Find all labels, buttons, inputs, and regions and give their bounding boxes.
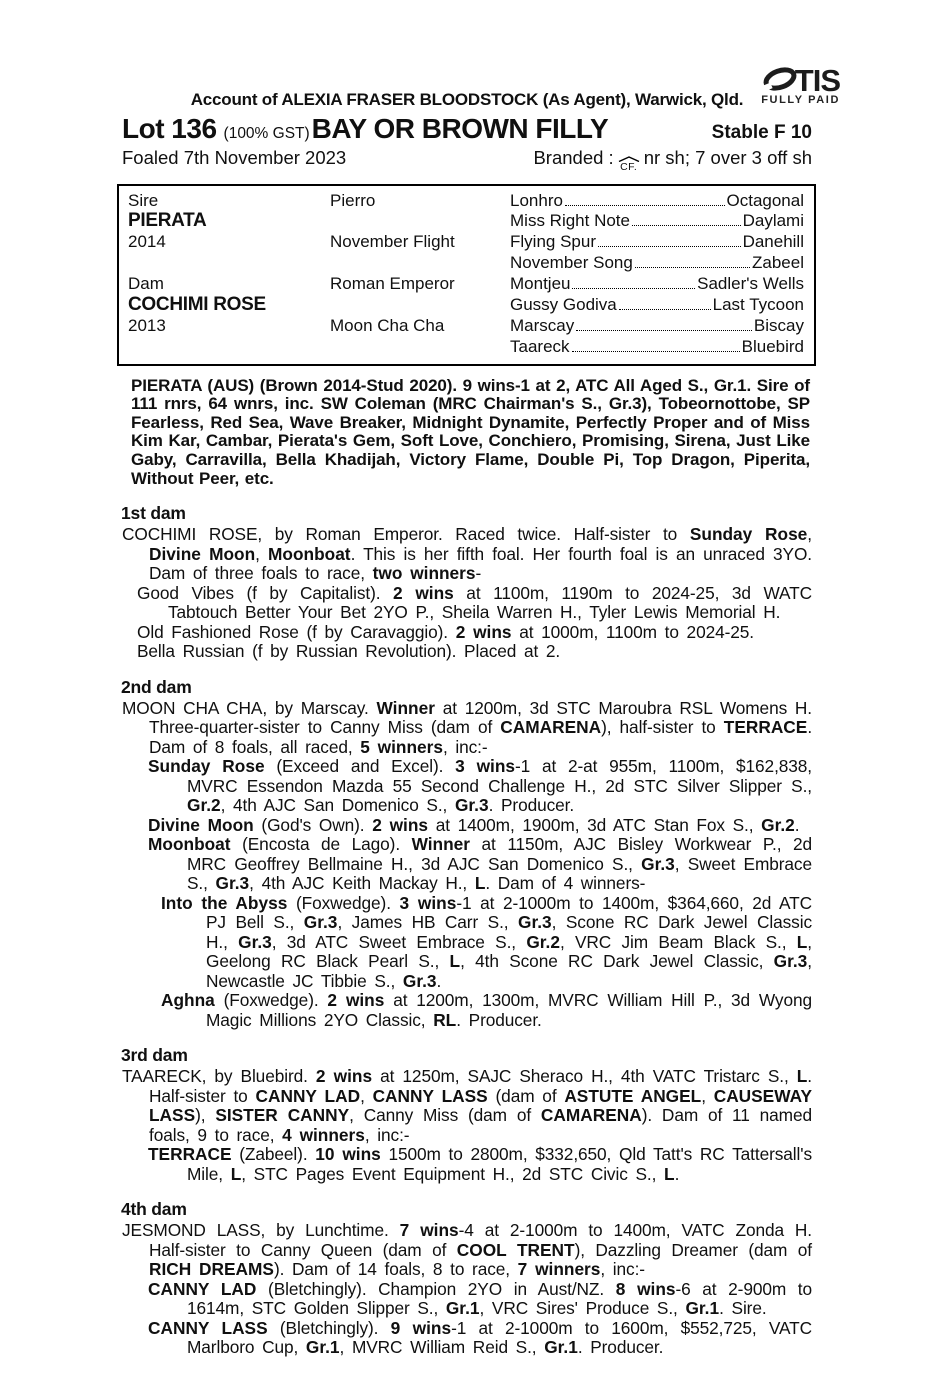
dam-heading: 4th dam [121,1199,187,1220]
dam-profile: TAARECK, by Bluebird. 2 wins at 1250m, SAJC Sheraco H., 4th VATC Tristarc S., L. Half-sister to CANNY LAD, CANNY LASS (dam of ASTUTE ANGEL, CAUSEWAY LASS), SISTER CANNY, Canny Miss (dam of CAMARENA). Dam of 11 named foals, 9 to race, 4 winners, inc:- [122,1066,812,1145]
qtis-logo-top [712,63,840,98]
dot-leader [635,267,750,268]
dam-profile: COCHIMI ROSE, by Roman Emperor. Raced twice. Half-sister to Sunday Rose, Divine Moon, Moonboat. This is her fifth foal. Her fourth foal is an unraced 3YO. Dam of three foals to race, two winners- [122,524,812,584]
dam-label: Dam [128,274,164,294]
sire-year: 2014 [128,232,166,252]
ancestor-name: Flying Spur [510,232,596,252]
dam-profile: MOON CHA CHA, by Marscay. Winner at 1200m, 3d STC Maroubra RSL Womens H. Three-quarter-sister to Canny Miss (dam of CAMARENA), half-sister to TERRACE. Dam of 8 foals, all raced, 5 winners, inc:- [122,697,813,757]
dam-section [122,1045,812,1184]
progeny-entry: CANNY LAD (Bletchingly). Champion 2YO in Aust/NZ. 8 wins-6 at 2-900m to 1614m, STC Golden Slipper S., Gr.1, VRC Sires' Produce S., Gr.1. Sire. [148,1278,812,1319]
branded-prefix: Branded : [533,147,614,168]
ancestor-sire: Zabeel [752,253,804,273]
ancestor-name: November Song [510,253,633,273]
dam-section [122,1199,812,1358]
pedigree-table [117,184,816,366]
dot-leader [598,246,741,247]
dam-of-dam: Moon Cha Cha [330,315,445,335]
sire-summary: PIERATA (AUS) (Brown 2014-Stud 2020). 9 wins-1 at 2, ATC All Aged S., Gr.1. Sire of 111 rnrs, 64 wnrs, inc. SW Coleman (MRC Chairman's S., Gr.3), Tobeornottobe, SP Fearless, Red Sea, Wave Breaker, Midnight Dynamite, Perfectly Proper and of Miss Kim Kar, Cambar, Pierata's Gem, Soft Love, Conchiero, Promising, Sirena, Just Like Gaby, Carravilla, Bella Khadijah, Victory Flame, Double Pi, Top Dragon, Piperita, Without Peer, etc. [131,375,810,488]
ancestor-sire: Biscay [753,315,804,335]
gst-note: (100% GST) [223,125,310,142]
dam-name: COCHIMI ROSE [128,293,266,315]
progeny-entry: Good Vibes (f by Capitalist). 2 wins at 1100m, 1190m to 2024-25, 3d WATC Tabtouch Better Your Bet 2YO P., Sheila Warren H., Tyler Lewis Memorial H. [137,582,813,623]
sire-of-dam: Roman Emperor [330,274,455,294]
horse-description-title: BAY OR BROWN FILLY [311,113,609,144]
dam-heading: 2nd dam [121,676,192,697]
ancestor-name: Miss Right Note [510,211,630,231]
grandparent-row [510,274,804,295]
dot-leader [572,351,740,352]
grandparent-row [510,316,804,337]
brand-letters: CF. [620,161,638,173]
progeny-entry: Aghna (Foxwedge). 2 wins at 1200m, 1300m, MVRC William Hill P., 3d Wyong Magic Millions 2YO Classic, RL. Producer. [161,990,812,1030]
branded-suffix: nr sh; 7 over 3 off sh [643,147,812,168]
progeny-entry: Old Fashioned Rose (f by Caravaggio). 2 wins at 1000m, 1100m to 2024-25. [137,621,754,642]
page-content [122,90,812,1358]
lot-headline [122,113,812,145]
foaled-branded-line [122,147,812,175]
grandparent-row [510,253,804,274]
dam-of-sire: November Flight [330,232,455,252]
progeny-entry: TERRACE (Zabeel). 10 wins 1500m to 2800m, $332,650, Qld Tatt's RC Tattersall's Mile, L, STC Pages Event Equipment H., 2d STC Civic S., L. [148,1144,812,1184]
grandparent-row [510,191,804,212]
dam-sections [122,503,812,1358]
progeny-entry: Sunday Rose (Exceed and Excel). 3 wins-1 at 2-at 955m, 1100m, $162,838, MVRC Essendon Mazda 55 Second Challenge H., 2d STC Silver Slipper S., Gr.2, 4th AJC San Domenico S., Gr.3. Producer. [148,756,812,816]
progeny-entry: Into the Abyss (Foxwedge). 3 wins-1 at 2-1000m to 1400m, $364,660, 2d ATC PJ Bell S., Gr.3, James HB Carr S., Gr.3, Scone RC Dark Jewel Classic H., Gr.3, 3d ATC Sweet Embrace S., Gr.2, VRC Jim Beam Black S., L, Geelong RC Black Pearl S., L, 4th Scone RC Dark Jewel Classic, Gr.3, Newcastle JC Tibbie S., Gr.3. [161,892,812,991]
progeny-entry: CANNY LASS (Bletchingly). 9 wins-1 at 2-1000m to 1600m, $552,725, VATC Marlboro Cup, Gr.1, MVRC William Reid S., Gr.1. Producer. [148,1317,812,1358]
ancestor-name: Montjeu [510,274,571,294]
qtis-logo [712,63,840,106]
sire-of-sire: Pierro [330,190,376,210]
branded-info [533,147,812,175]
ancestor-sire: Last Tycoon [712,294,804,314]
pedigree-grid [119,186,814,364]
progeny-entry: Bella Russian (f by Russian Revolution). Placed at 2. [137,641,561,662]
dot-leader [619,309,711,310]
ancestor-name: Marscay [510,315,575,335]
dot-leader [632,225,741,226]
dam-profile: JESMOND LASS, by Lunchtime. 7 wins-4 at 2-1000m to 1400m, VATC Zonda H. Half-sister to Canny Queen (dam of COOL TRENT), Dazzling Dreamer (dam of RICH DREAMS). Dam of 14 foals, 8 to race, 7 winners, inc:- [122,1220,813,1280]
ancestor-name: Gussy Godiva [510,294,617,314]
dam-year: 2013 [128,315,166,335]
grandparent-row [510,337,804,358]
foaled-date: Foaled 7th November 2023 [122,147,347,168]
ancestor-sire: Danehill [742,232,804,252]
dam-heading: 1st dam [121,503,186,524]
ancestor-sire: Bluebird [741,336,804,356]
vendor-account-line: Account of ALEXIA FRASER BLOODSTOCK (As Agent), Warwick, Qld. [190,90,744,109]
grandparent-row [510,232,804,253]
qtis-q-icon [761,66,799,94]
ancestor-sire: Octagonal [726,190,804,210]
grandparent-row [510,211,804,232]
dam-heading: 3rd dam [121,1045,188,1066]
brand-mark [618,156,640,173]
dot-leader [572,288,695,289]
sire-label: Sire [128,190,159,210]
grandparent-row [510,295,804,316]
dot-leader [576,330,752,331]
fully-paid-label: FULLY PAID [761,94,840,106]
stable-number: Stable F 10 [711,122,812,143]
progeny-entry: Divine Moon (God's Own). 2 wins at 1400m, 1900m, 3d ATC Stan Fox S., Gr.2. [148,814,800,835]
ancestor-sire: Sadler's Wells [697,274,804,294]
dot-leader [565,205,725,206]
ancestor-name: Lonhro [510,190,563,210]
ancestor-sire: Daylami [742,211,804,231]
sire-name: PIERATA [128,210,207,232]
lot-number: Lot 136 [122,113,217,144]
dam-section [122,503,812,662]
qtis-logo-text: TIS [794,63,840,98]
ancestor-name: Taareck [510,336,570,356]
progeny-entry: Moonboat (Encosta de Lago). Winner at 1150m, AJC Bisley Workwear P., 2d MRC Geoffrey Bellmaine H., 3d AJC San Domenico S., Gr.3, Sweet Embrace S., Gr.3, 4th AJC Keith Mackay H., L. Dam of 4 winners- [148,834,812,894]
dam-section [122,677,812,1031]
